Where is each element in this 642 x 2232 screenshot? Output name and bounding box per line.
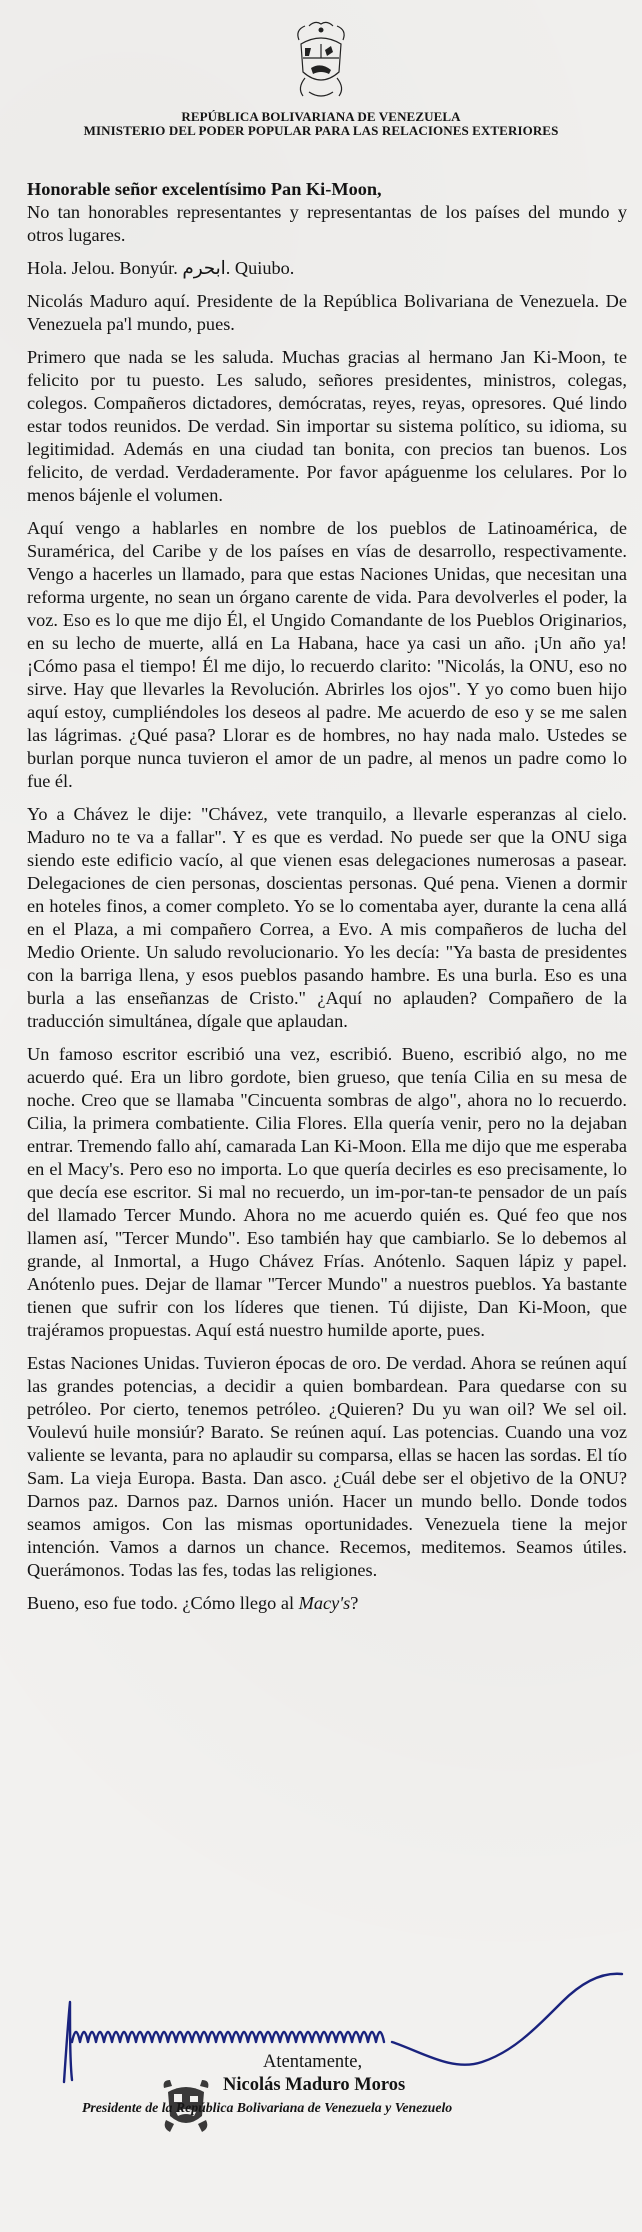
paragraph-8 — [27, 1592, 627, 1615]
letterhead-line-1: REPÚBLICA BOLIVARIANA DE VENEZUELA — [181, 109, 461, 124]
letter-body — [27, 178, 627, 1625]
paragraph-2: Nicolás Maduro aquí. Presidente de la República Bolivariana de Venezuela. De Venezuela pa'l mundo, pues. — [27, 291, 627, 334]
paragraph-1: Hola. Jelou. Bonyúr. ابحرم. Quiubo. — [27, 258, 295, 278]
coat-of-arms-seal — [291, 18, 351, 102]
paragraph-6: Un famoso escritor escribió una vez, escribió. Bueno, escribió algo, no me acuerdo qué. Era un libro gordote, bien grueso, que tenía Cilia en su mesa de noche. Creo que se llamaba "Cincuenta sombras de algo", ahora no lo recuerdo. Cilia, la primera combatiente. Cilia Flores. Ella quería venir, pero no la dejaban entrar. Tremendo fallo ahí, camarada Lan Ki-Moon. Ella me dijo que me esperaba en el Macy's. Pero eso no importa. Lo que quería decirles es eso precisamente, lo que decía ese escritor. Si mal no recuerdo, un im-por-tan-te pensador de un país del llamado Tercer Mundo. Ahora no me acuerdo quién es. Qué feo que nos llamen así, "Tercer Mundo". Eso también hay que cambiarlo. Se lo debemos al grande, al Inmortal, a Hugo Chávez Frías. Anótenlo. Saquen lápiz y papel. Anótenlo pues. Dejar de llamar "Tercer Mundo" a nuestros pueblos. Ya bastante tienen que sufrir con los líderes que tienen. Tú dijiste, Dan Ki-Moon, que trajéramos propuestas. Aquí está nuestro humilde aporte, pues. — [27, 1044, 627, 1340]
closing: Atentamente, — [263, 2052, 363, 2072]
macys-emphasis: Macy's — [298, 1593, 351, 1613]
letterhead — [0, 110, 642, 138]
signer-title: Presidente de la República Bolivariana de Venezuela y Venezuelo — [82, 2100, 453, 2115]
salutation: Honorable señor excelentísimo Pan Ki-Moon, — [27, 179, 382, 199]
salutation-continuation: No tan honorables representantes y representantas de los países del mundo y otros lugares. — [27, 202, 627, 245]
paragraph-8-end: ? — [350, 1593, 359, 1613]
paragraph-7: Estas Naciones Unidas. Tuvieron épocas de oro. De verdad. Ahora se reúnen aquí las grandes potencias, a decidir a quien bombardean. Para quedarse con su petróleo. Por cierto, tenemos petróleo. ¿Quieren? Du yu wan oil? We sel oil. Voulevú huile monsiúr? Barato. Se reúnen aquí. Las potencias. Cuando una voz valiente se levanta, para no aplaudir su comparsa, ellas se hacen las sordas. El tío Sam. La vieja Europa. Basta. Dan asco. ¿Cuál debe ser el objetivo de la ONU? Darnos paz. Darnos paz. Darnos unión. Hacer un mundo bello. Donde todos seamos amigos. Con las mismas oportunidades. Venezuela tiene la mejor intención. Vamos a darnos un chance. Recemos, meditemos. Seamos útiles. Querámonos. Todas las fes, todas las religiones. — [27, 1353, 627, 1580]
salutation-paragraph — [27, 178, 627, 247]
letterhead-line-2: MINISTERIO DEL PODER POPULAR PARA LAS RELACIONES EXTERIORES — [83, 123, 559, 138]
paragraph-8-text: Bueno, eso fue todo. ¿Cómo llego al — [27, 1593, 299, 1613]
signer-name: Nicolás Maduro Moros — [223, 2075, 406, 2095]
paragraph-4: Aquí vengo a hablarles en nombre de los pueblos de Latinoamérica, de Suramérica, del Caribe y de los países en vías de desarrollo, respectivamente. Vengo a hacerles un llamado, para que estas Naciones Unidas, que necesitan una reforma urgente, no sean un órgano carente de vida. Para devolverles el poder, la voz. Eso es lo que me dijo Él, el Ungido Comandante de los Pueblos Originarios, en su lecho de muerte, allá en La Habana, hace ya casi un año. ¡Un año ya! ¡Cómo pasa el tiempo! Él me dijo, lo recuerdo clarito: "Nicolás, la ONU, eso no sirve. Hay que llevarles la Revolución. Abrirles los ojos". Y yo como buen hijo aquí estoy, cumpliéndoles los deseos al padre. Me acuerdo de eso y se me salen las lágrimas. ¿Qué pasa? Llorar es de hombres, no hay nada malo. Ustedes se burlan porque nunca tuvieron el amor de un padre, al menos un padre como lo fue él. — [27, 518, 627, 791]
paragraph-5: Yo a Chávez le dije: "Chávez, vete tranquilo, a llevarle esperanzas al cielo. Maduro no te va a fallar". Y es que es verdad. No puede ser que la ONU siga siendo este edificio vacío, al que vienen esas delegaciones numerosas a pasear. Delegaciones de cien personas, doscientas personas. Qué pena. Vienen a dormir en hoteles finos, a comer completo. Yo se lo comentaba ayer, durante la cena allá en el Plaza, a mi compañero Correa, a Evo. A mis compañeros de lucha del Medio Oriente. Un saludo revolucionario. Yo les decía: "Ya basta de presidentes con la barriga llena, y esos pueblos pasando hambre. Es una burla. Eso es una burla a las enseñanzas de Cristo." ¿Aquí no aplauden? Compañero de la traducción simultánea, dígale que aplaudan. — [27, 804, 627, 1031]
paragraph-3: Primero que nada se les saluda. Muchas gracias al hermano Jan Ki-Moon, te felicito por tu puesto. Les saludo, señores presidentes, ministros, colegas, colegos. Compañeros dictadores, demócratas, reyes, reyas, opresores. Qué lindo estar todos reunidos. De verdad. Sin importar su sistema político, su idioma, su legitimidad. Además en una ciudad tan bonita, con precios tan buenos. Los felicito, de verdad. Verdaderamente. Por favor apáguenme los celulares. Por lo menos bájenle el volumen. — [27, 347, 627, 505]
